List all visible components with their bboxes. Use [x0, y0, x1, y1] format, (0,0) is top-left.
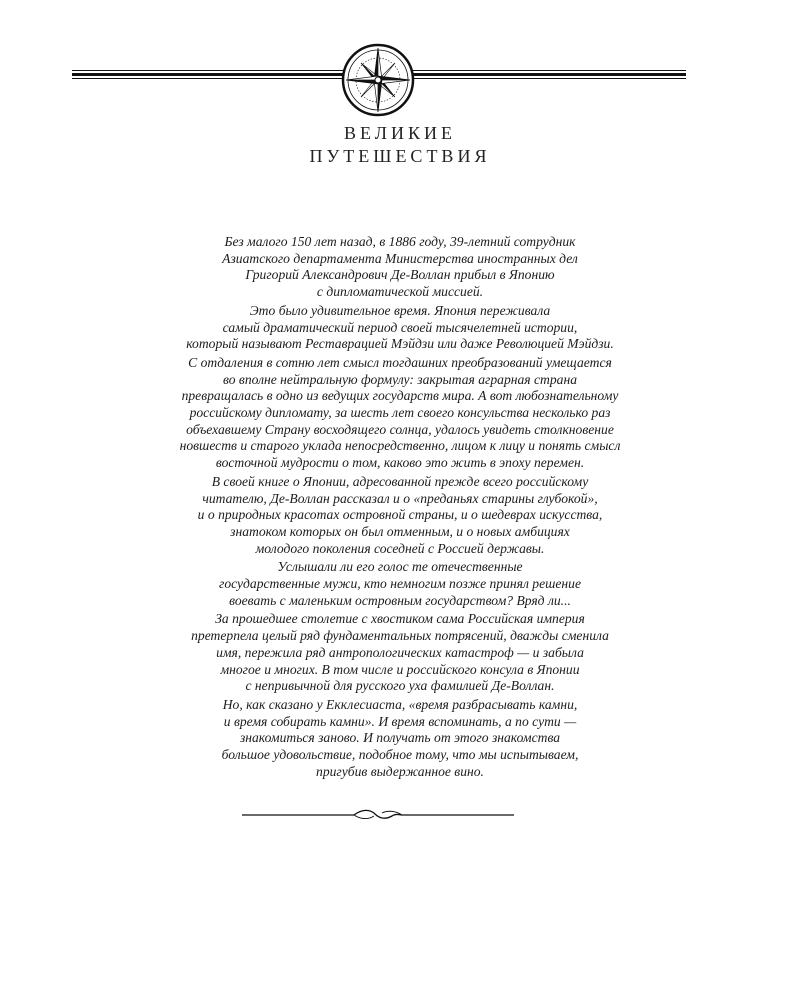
series-title-line-2: ПУТЕШЕСТВИЯ — [309, 146, 491, 166]
header-rule-left — [72, 78, 344, 79]
text-line: многое и многих. В том числе и российского консула в Японии — [220, 661, 580, 677]
paragraph — [80, 303, 720, 353]
text-line: Григорий Александрович Де-Воллан прибыл в Японию — [245, 267, 555, 283]
paragraph — [80, 474, 720, 558]
text-line: воевать с маленьким островным государством? Вряд ли... — [229, 592, 571, 608]
text-line: знатоком которых он был отменным, и о новых амбициях — [230, 523, 570, 539]
text-line: превращалась в одно из ведущих государств мира. А вот любознательному — [181, 388, 619, 404]
text-line: читателю, Де-Воллан рассказал и о «преданьях старины глубокой», — [202, 490, 598, 506]
text-line: российскому дипломату, за шесть лет своего консульства несколько раз — [189, 405, 611, 421]
flourish-divider-icon — [242, 808, 514, 822]
text-line: с непривычной для русского уха фамилией Де-Воллан. — [245, 678, 555, 694]
paragraph — [80, 234, 720, 301]
text-line: имя, пережила ряд антропологических катастроф — и забыла — [216, 644, 584, 660]
text-line: претерпела целый ряд фундаментальных потрясений, дважды сменила — [191, 628, 609, 644]
text-line: Услышали ли его голос те отечественные — [277, 559, 523, 575]
text-line: С отдаления в сотню лет смысл тогдашних преобразований умещается — [188, 354, 612, 370]
header-rule-right — [412, 78, 686, 79]
compass-rose-icon — [340, 42, 416, 118]
text-line: Но, как сказано у Екклесиаста, «время разбрасывать камни, — [222, 696, 578, 712]
text-line: восточной мудрости о том, каково это жить в эпоху перемен. — [215, 455, 585, 471]
paragraph — [80, 559, 720, 609]
text-line: который называют Реставрацией Мэйдзи или даже Революцией Мэйдзи. — [186, 336, 614, 352]
text-line: В своей книге о Японии, адресованной прежде всего российскому — [211, 473, 589, 489]
text-line: государственные мужи, кто немногим позже принял решение — [219, 576, 581, 592]
text-line: пригубив выдержанное вино. — [316, 763, 484, 779]
header-rule-left — [72, 70, 344, 71]
text-line: самый драматический период своей тысячелетней истории, — [222, 319, 578, 335]
text-line: Азиатского департамента Министерства иностранных дел — [222, 250, 578, 266]
paragraph — [80, 355, 720, 472]
intro-text — [80, 234, 720, 783]
text-line: большое удовольствие, подобное тому, что мы испытываем, — [221, 747, 579, 763]
text-line: Это было удивительное время. Япония переживала — [249, 302, 551, 318]
text-line: с дипломатической миссией. — [316, 284, 484, 300]
text-line: молодого поколения соседней с Россией державы. — [255, 540, 545, 556]
header-rule-left — [72, 73, 344, 76]
text-line: За прошедшее столетие с хвостиком сама Российская империя — [215, 611, 585, 627]
paragraph — [80, 697, 720, 781]
text-line: новшеств и старого уклада непосредственно, лицом к лицу и понять смысл — [179, 438, 621, 454]
paragraph — [80, 611, 720, 695]
text-line: знакомиться заново. И получать от этого знакомства — [239, 730, 561, 746]
text-line: во вполне нейтральную формулу: закрытая аграрная страна — [223, 371, 577, 387]
header-rule-right — [412, 70, 686, 71]
series-title-line-1: ВЕЛИКИЕ — [344, 123, 456, 143]
text-line: объехавшему Страну восходящего солнца, удалось увидеть столкновение — [186, 421, 614, 437]
text-line: и о природных красотах островной страны, и о шедеврах искусства, — [197, 507, 603, 523]
text-line: и время собирать камни». И время вспоминать, а по сути — — [223, 713, 577, 729]
header-rule-right — [412, 73, 686, 76]
text-line: Без малого 150 лет назад, в 1886 году, 39-летний сотрудник — [224, 234, 576, 249]
